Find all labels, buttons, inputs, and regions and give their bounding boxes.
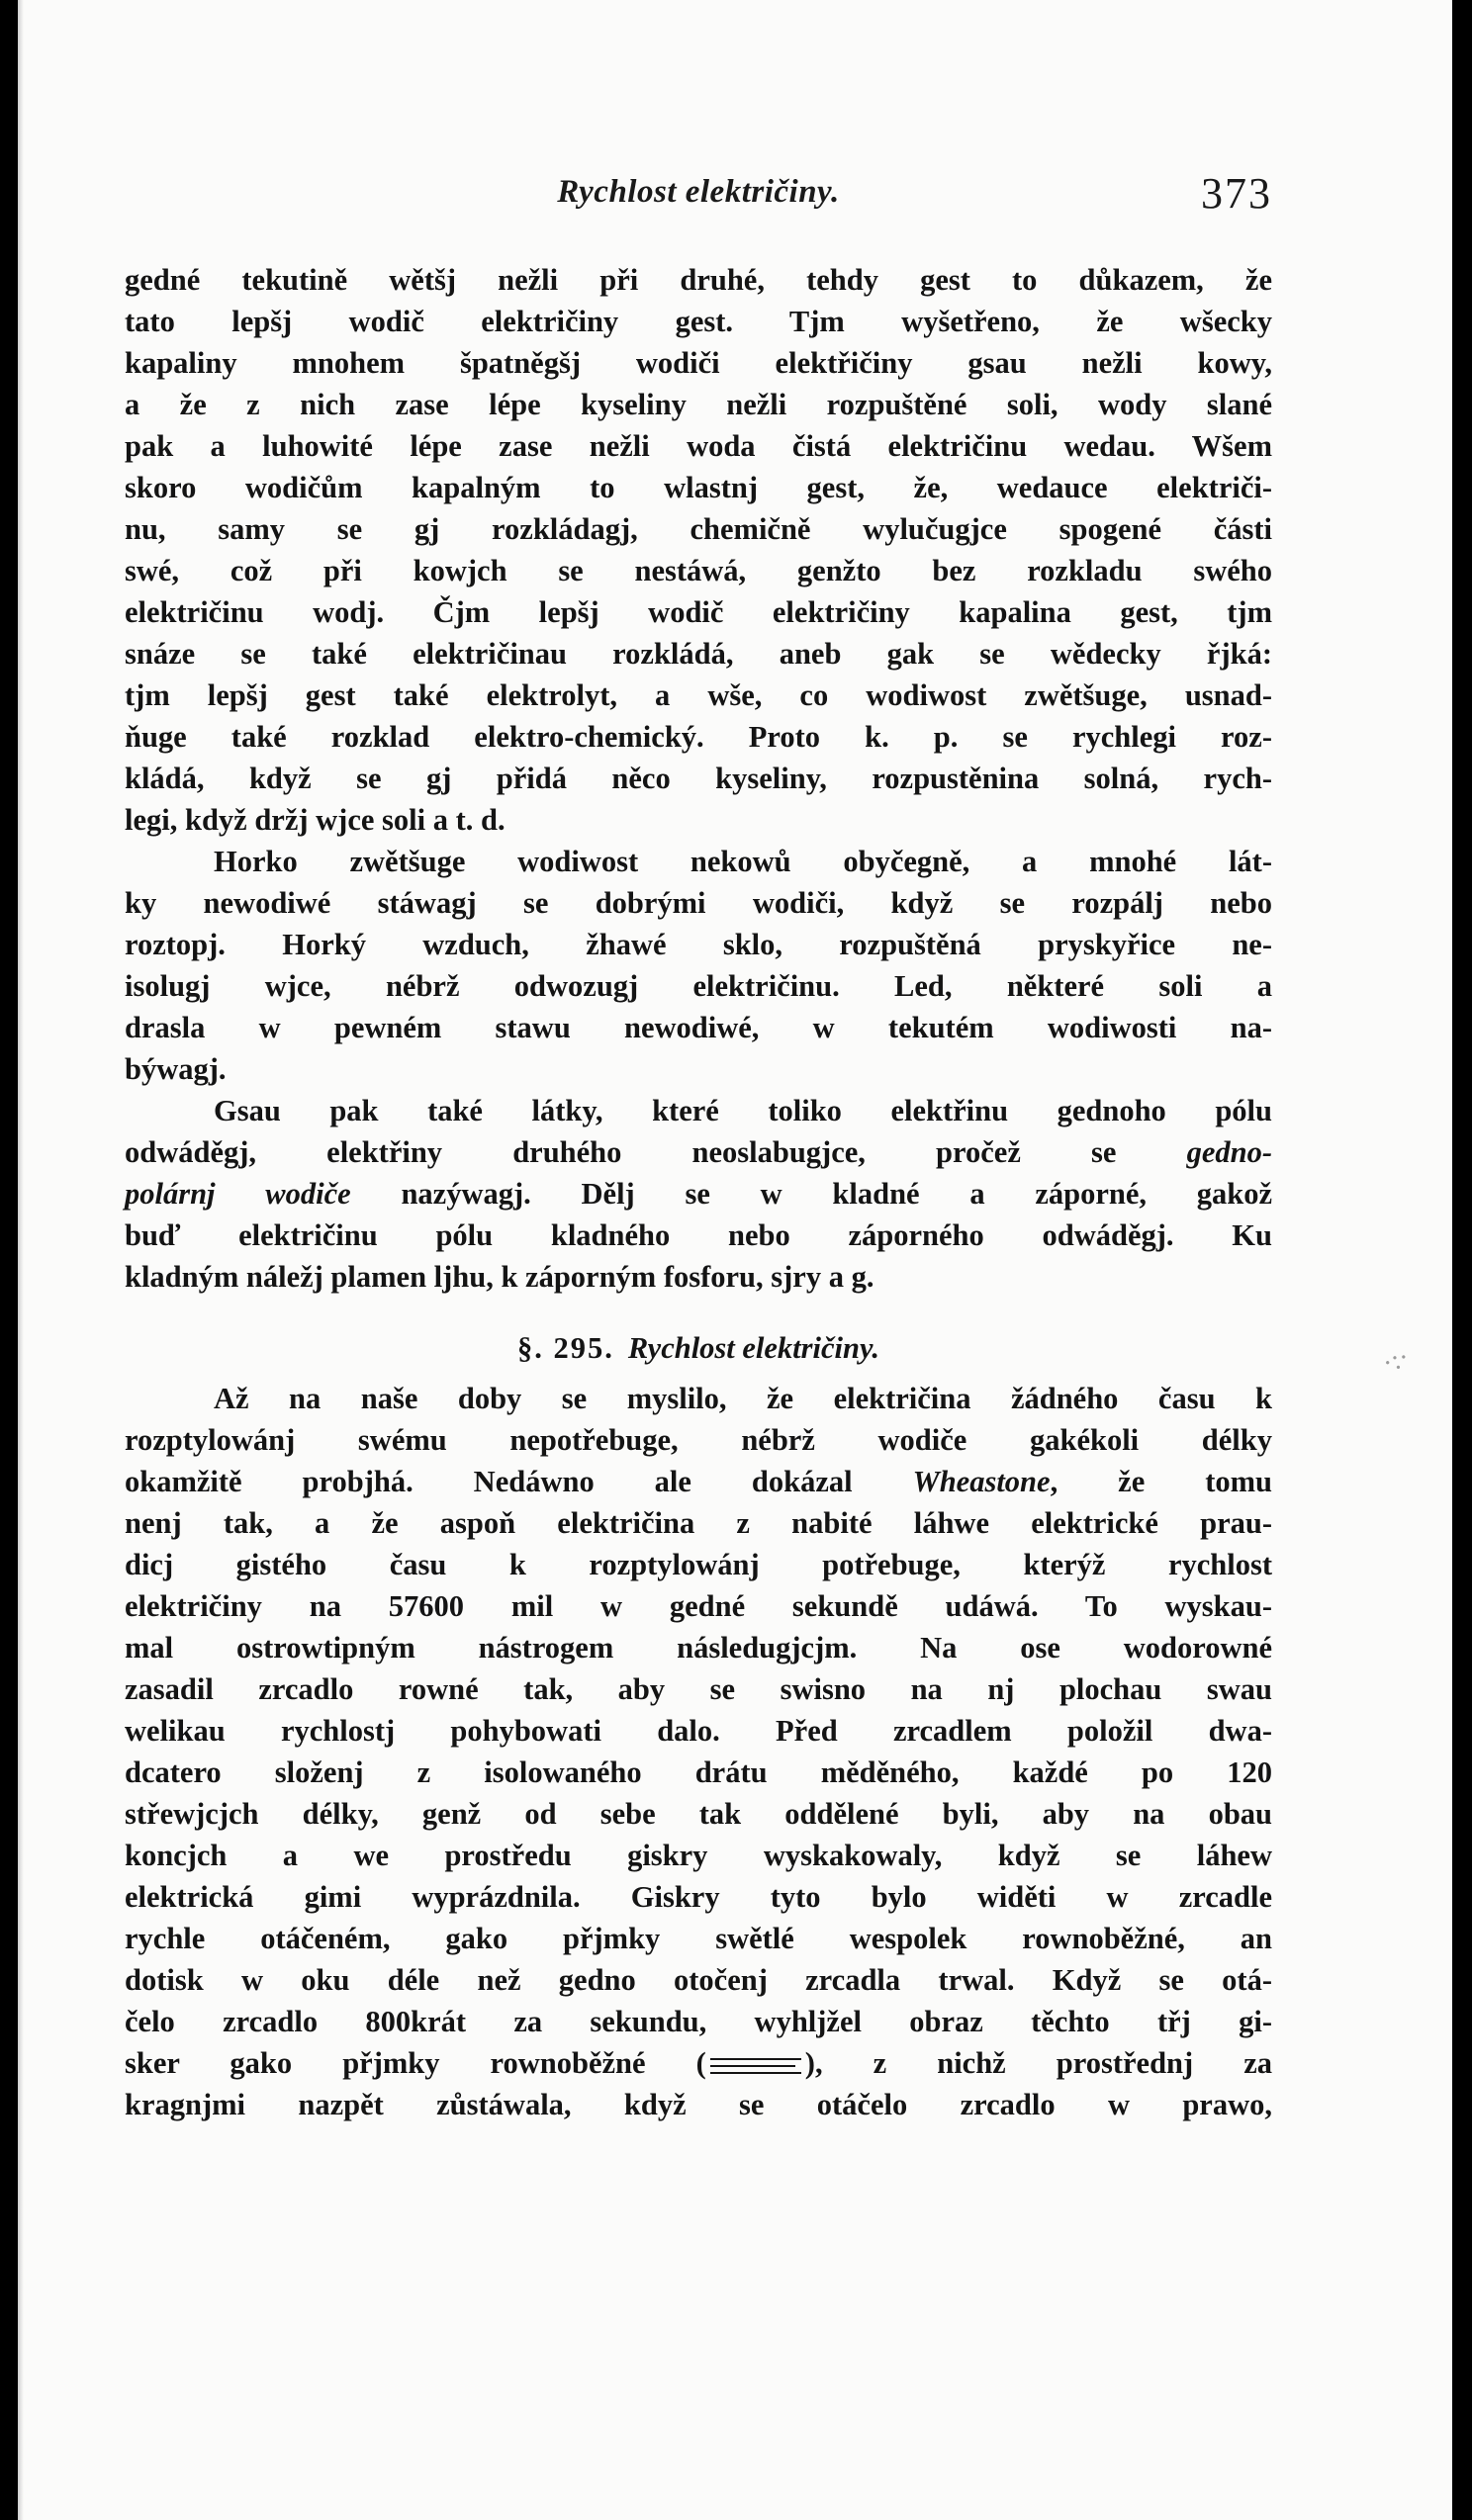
- text-line: snáze se také električinau rozkládá, aneb gak se wědecky řjká:: [125, 637, 1272, 671]
- text-fragment: sker gako přjmky rownoběžné (: [125, 2046, 706, 2080]
- page-header: [125, 168, 1272, 227]
- text-line: skoro wodičům kapalným to wlastnj gest, že, wedauce električi-: [125, 471, 1272, 504]
- text-line: elektrická gimi wyprázdnila. Giskry tyto bylo widěti w zrcadle: [125, 1880, 1272, 1914]
- body-text: [125, 259, 1272, 2125]
- text-line: isolugj wjce, nébrž odwozugj električinu. Led, některé soli a: [125, 969, 1272, 1003]
- text-line: [125, 1173, 1272, 1215]
- spacer: [125, 1298, 1272, 1318]
- text-line: [125, 1131, 1272, 1173]
- text-line: električinu wodj. Čjm lepšj wodič električiny kapalina gest, tjm: [125, 595, 1272, 629]
- text-line: koncjch a we prostředu giskry wyskakowaly, když se láhew: [125, 1839, 1272, 1872]
- text-line: a že z nich zase lépe kyseliny nežli rozpuštěné soli, wody slané: [125, 388, 1272, 421]
- text-line: nu, samy se gj rozkládagj, chemičně wylučugjce spogené části: [125, 512, 1272, 546]
- paragraph-3: [125, 1090, 1272, 1298]
- paragraph-4: [125, 1378, 1272, 2125]
- person-name: Wheastone: [912, 1465, 1051, 1498]
- three-parallel-lines-symbol: [706, 2054, 805, 2078]
- running-title: Rychlost električiny.: [557, 174, 840, 210]
- text-line: [125, 2042, 1272, 2084]
- section-title: Rychlost električiny.: [627, 1331, 880, 1365]
- text-line: buď električinu pólu kladného nebo záporného odwáděgj. Ku: [125, 1218, 1272, 1252]
- text-line: kapaliny mnohem špatněgšj wodiči elektřičiny gsau nežli kowy,: [125, 346, 1272, 380]
- text-fragment: okamžitě probjhá. Nedáwno ale dokázal: [125, 1465, 853, 1498]
- text-line: rychle otáčeném, gako přjmky swětlé wespolek rownoběžné, an: [125, 1922, 1272, 1955]
- text-line: welikau rychlostj pohybowati dalo. Před zrcadlem položil dwa-: [125, 1714, 1272, 1748]
- text-fragment: odwáděgj, elektřiny druhého neoslabugjce, pročež se: [125, 1135, 1117, 1169]
- text-line: Až na naše doby se myslilo, že električina žádného času k: [214, 1382, 1272, 1415]
- section-number: §. 295.: [516, 1331, 614, 1365]
- page-number: 373: [1201, 169, 1272, 218]
- text-line: kladným náležj plamen ljhu, k záporným fosforu, sjry a g.: [125, 1260, 874, 1294]
- text-line: nenj tak, a že aspoň električina z nabité láhwe elektrické prau-: [125, 1506, 1272, 1540]
- text-line: drasla w pewném stawu newodiwé, w tekutém wodiwosti na-: [125, 1011, 1272, 1044]
- text-line: gedné tekutině wětšj nežli při druhé, tehdy gest to důkazem, že: [125, 263, 1272, 297]
- text-line: čelo zrcadlo 800krát za sekundu, wyhljžel obraz těchto třj gi-: [125, 2005, 1272, 2038]
- text-line: [125, 1461, 1272, 1502]
- text-line: ňuge také rozklad elektro-chemický. Proto k. p. se rychlegi roz-: [125, 720, 1272, 754]
- text-line: dicj gistého času k rozptylowánj potřebuge, kterýž rychlost: [125, 1548, 1272, 1581]
- text-line: býwagj.: [125, 1052, 227, 1086]
- text-line: střewjcjch délky, genž od sebe tak oddělené byli, aby na obau: [125, 1797, 1272, 1831]
- margin-mark: ·:·: [1378, 1341, 1414, 1380]
- text-line: mal ostrowtipným nástrogem následugjcjm. Na ose wodorowné: [125, 1631, 1272, 1665]
- term-unipolar: gedno-: [1186, 1135, 1273, 1169]
- text-line: pak a luhowité lépe zase nežli woda čistá električinu wedau. Wšem: [125, 429, 1272, 463]
- text-line: tjm lepšj gest také elektrolyt, a wše, co wodiwost zwětšuge, usnad-: [125, 678, 1272, 712]
- text-line: rozptylowánj swému nepotřebuge, nébrž wodiče gakékoli délky: [125, 1423, 1272, 1457]
- text-line: legi, když držj wjce soli a t. d.: [125, 803, 506, 837]
- text-line: dotisk w oku déle než gedno otočenj zrcadla trwal. Když se otá-: [125, 1963, 1272, 1997]
- paragraph-1: [125, 259, 1272, 841]
- text-fragment: ), z nichž prostřednj za: [804, 2046, 1273, 2080]
- text-line: Horko zwětšuge wodiwost nekowů obyčegně, a mnohé lát-: [214, 845, 1272, 878]
- text-fragment: nazýwagj. Dělj se w kladné a záporné, gakož: [350, 1177, 1273, 1211]
- text-line: tato lepšj wodič električiny gest. Tjm wyšetřeno, že wšecky: [125, 305, 1272, 338]
- text-line: kládá, když se gj přidá něco kyseliny, rozpustěnina solná, rych-: [125, 762, 1272, 795]
- section-heading: [125, 1318, 1272, 1378]
- text-line: roztopj. Horký wzduch, žhawé sklo, rozpuštěná pryskyřice ne-: [125, 928, 1272, 961]
- book-page: [18, 0, 1452, 2520]
- text-line: zasadil zrcadlo rowné tak, aby se swisno na nj plochau swau: [125, 1672, 1272, 1706]
- text-line: kragnjmi nazpět zůstáwala, když se otáčelo zrcadlo w prawo,: [125, 2088, 1272, 2121]
- text-line: ky newodiwé stáwagj se dobrými wodiči, když se rozpálj nebo: [125, 886, 1272, 920]
- text-line: dcatero složenj z isolowaného drátu měděného, každé po 120: [125, 1755, 1272, 1789]
- term-unipolar-conductors: polárnj wodiče: [125, 1177, 351, 1211]
- text-line: Gsau pak také látky, které toliko elektřinu gednoho pólu: [214, 1094, 1272, 1127]
- text-line: električiny na 57600 mil w gedné sekundě udáwá. To wyskau-: [125, 1589, 1272, 1623]
- text-fragment: , že tomu: [1050, 1465, 1272, 1498]
- paragraph-2: [125, 841, 1272, 1090]
- text-line: swé, což při kowjch se nestáwá, genžto bez rozkladu swého: [125, 554, 1272, 587]
